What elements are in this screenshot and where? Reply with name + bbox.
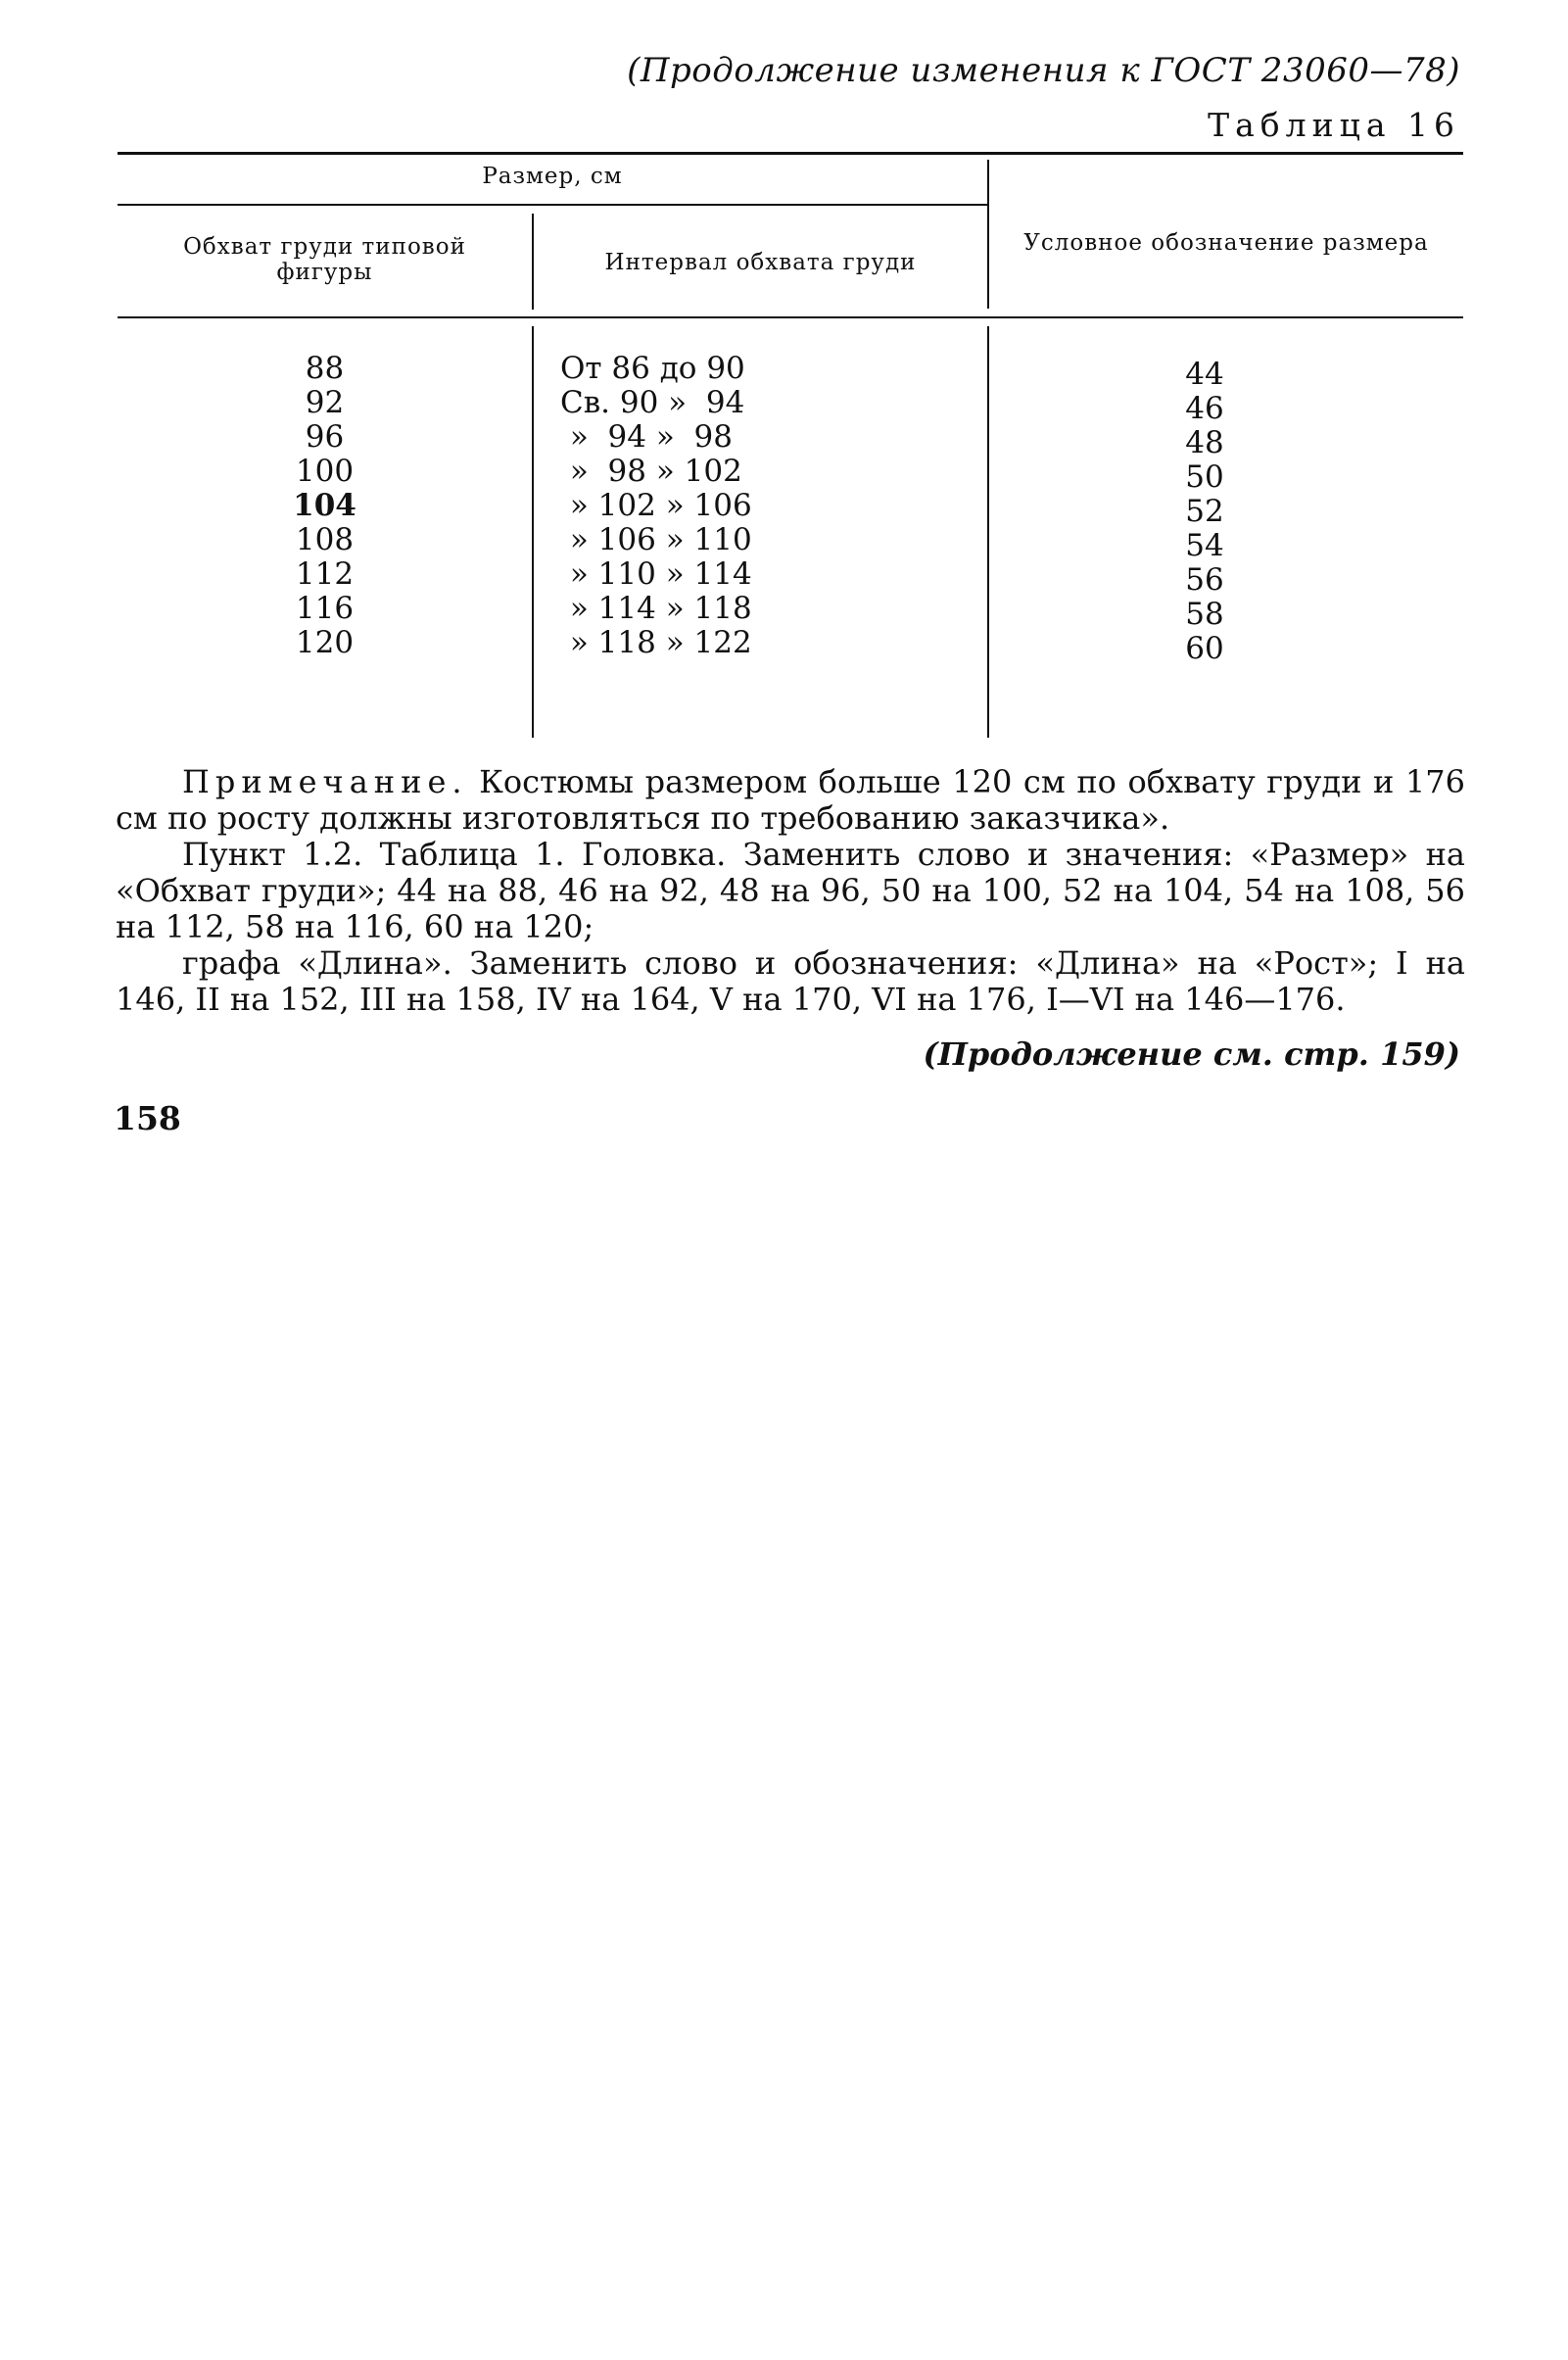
table-cell-interval: » 110 » 114: [560, 556, 752, 592]
table-cell-size: 50: [1185, 459, 1224, 495]
table-label: Таблица 16: [1208, 106, 1460, 144]
table-top-rule: [118, 152, 1463, 155]
table-cell-size: 44: [1185, 357, 1224, 392]
size-table: [118, 152, 1463, 740]
paragraph: Пункт 1.2. Таблица 1. Головка. Заменить слово и значения: «Размер» на «Обхват груди»; 44 на 88, 46 на 92, 48 на 96, 50 на 100, 52 на 104, 54 на 108, 56 на 112, 58 на 116, 60 на 120;: [116, 836, 1465, 945]
note-paragraph: [116, 764, 1465, 837]
col-interval-values: [560, 352, 972, 660]
col-header-chest: [118, 234, 532, 285]
table-cell-size: 54: [1185, 528, 1224, 563]
note-label: Примечание.: [182, 763, 468, 800]
col-divider-1-body: [532, 326, 534, 738]
table-cell-interval: » 98 » 102: [560, 454, 742, 489]
table-cell-chest: 96: [305, 419, 345, 455]
table-cell-chest: 108: [295, 522, 355, 557]
table-cell-chest: 120: [295, 625, 355, 660]
col-size-values: [989, 358, 1420, 666]
table-cell-interval: От 86 до 90: [560, 351, 745, 386]
group-header-size: Размер, см: [482, 164, 623, 189]
group-header-rule: [118, 204, 987, 206]
table-cell-size: 56: [1185, 562, 1224, 598]
table-cell-size: 46: [1185, 391, 1224, 426]
body-text: [116, 764, 1465, 1018]
table-cell-size: 60: [1185, 631, 1224, 666]
table-cell-size: 48: [1185, 425, 1224, 460]
col-header-interval: Интервал обхвата груди: [604, 250, 917, 275]
continuation-header: (Продолжение изменения к ГОСТ 23060—78): [627, 51, 1460, 90]
table-cell-chest: 112: [295, 556, 355, 592]
table-cell-chest: 92: [305, 385, 345, 420]
table-cell-interval: » 102 » 106: [560, 488, 752, 523]
table-cell-interval: » 114 » 118: [560, 591, 752, 626]
table-cell-interval: » 94 » 98: [560, 419, 733, 455]
continuation-footer: (Продолжение см. стр. 159): [923, 1036, 1460, 1073]
table-cell-size: 52: [1185, 494, 1224, 529]
table-cell-chest: 88: [305, 351, 345, 386]
table-cell-interval: » 118 » 122: [560, 625, 752, 660]
table-cell-interval: » 106 » 110: [560, 522, 752, 557]
page-number: 158: [114, 1099, 181, 1137]
paragraph: графа «Длина». Заменить слово и обозначения: «Длина» на «Рост»; I на 146, II на 152, III на 158, IV на 164, V на 170, VI на 176, I—VI на 146—176.: [116, 944, 1465, 1018]
note-text: Костюмы размером больше 120 см по обхвату груди и 176 см по росту должны изготовляться по требованию заказчика».: [116, 763, 1465, 837]
table-cell-chest: 104: [293, 488, 356, 523]
table-cell-chest: 100: [295, 454, 355, 489]
col-header-chest-line1: Обхват груди типовой: [183, 234, 466, 260]
table-cell-interval: Св. 90 » 94: [560, 385, 745, 420]
col-chest-values: [118, 352, 532, 660]
header-bottom-rule: [118, 316, 1463, 318]
col-header-size-designation: Условное обозначение размера: [1023, 230, 1429, 256]
table-cell-size: 58: [1185, 597, 1224, 632]
table-cell-chest: 116: [295, 591, 355, 626]
col-header-chest-line2: фигуры: [276, 260, 373, 285]
